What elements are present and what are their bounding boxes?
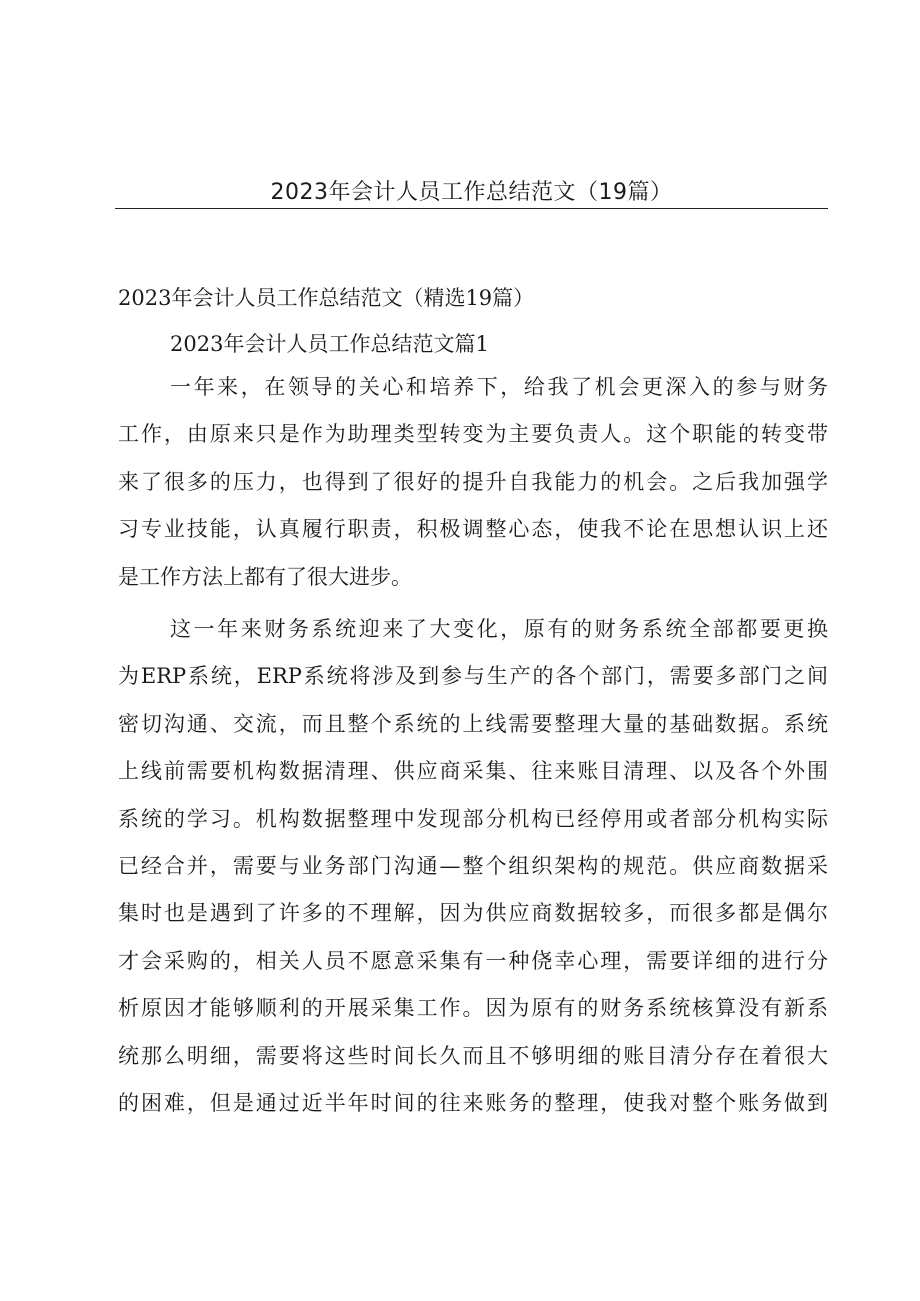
paragraph-line: 才会采购的，相关人员不愿意采集有一种侥幸心理，需要详细的进行分 bbox=[118, 948, 828, 973]
paragraph-line: 的困难，但是通过近半年时间的往来账务的整理，使我对整个账务做到 bbox=[118, 1090, 828, 1115]
paragraph-line: 集时也是遇到了许多的不理解，因为供应商数据较多，而很多都是偶尔 bbox=[118, 901, 828, 926]
paragraph-line: 统那么明细，需要将这些时间长久而且不够明细的账目清分存在着很大 bbox=[118, 1043, 828, 1068]
paragraph-line: 析原因才能够顺利的开展采集工作。因为原有的财务系统核算没有新系 bbox=[118, 996, 828, 1021]
paragraph-line: 为ERP系统，ERP系统将涉及到参与生产的各个部门，需要多部门之间 bbox=[118, 664, 828, 689]
document-subtitle: 2023年会计人员工作总结范文（精选19篇） bbox=[118, 286, 535, 310]
paragraph-2 bbox=[118, 606, 828, 1127]
paragraph-line: 这一年来财务系统迎来了大变化，原有的财务系统全部都要更换 bbox=[170, 617, 828, 641]
paragraph-line: 已经合并，需要与业务部门沟通—整个组织架构的规范。供应商数据采 bbox=[118, 853, 828, 878]
paragraph-line: 一年来，在领导的关心和培养下，给我了机会更深入的参与财务 bbox=[170, 375, 828, 399]
paragraph-line: 密切沟通、交流，而且整个系统的上线需要整理大量的基础数据。系统 bbox=[118, 711, 828, 736]
paragraph-line: 习专业技能，认真履行职责，积极调整心态，使我不论在思想认识上还 bbox=[118, 517, 828, 542]
paragraph-line: 系统的学习。机构数据整理中发现部分机构已经停用或者部分机构实际 bbox=[118, 806, 828, 831]
paragraph-line: 来了很多的压力，也得到了很好的提升自我能力的机会。之后我加强学 bbox=[118, 469, 828, 494]
paragraph-1 bbox=[118, 364, 828, 601]
document-header bbox=[115, 170, 828, 209]
paragraph-line: 工作，由原来只是作为助理类型转变为主要负责人。这个职能的转变带 bbox=[118, 422, 828, 447]
paragraph-line: 上线前需要机构数据清理、供应商采集、往来账目清理、以及各个外围 bbox=[118, 759, 828, 784]
paragraph-line: 是工作方法上都有了很大进步。 bbox=[118, 564, 412, 589]
section-heading: 2023年会计人员工作总结范文篇1 bbox=[170, 332, 489, 356]
document-title: 2023年会计人员工作总结范文（19篇） bbox=[270, 180, 673, 205]
